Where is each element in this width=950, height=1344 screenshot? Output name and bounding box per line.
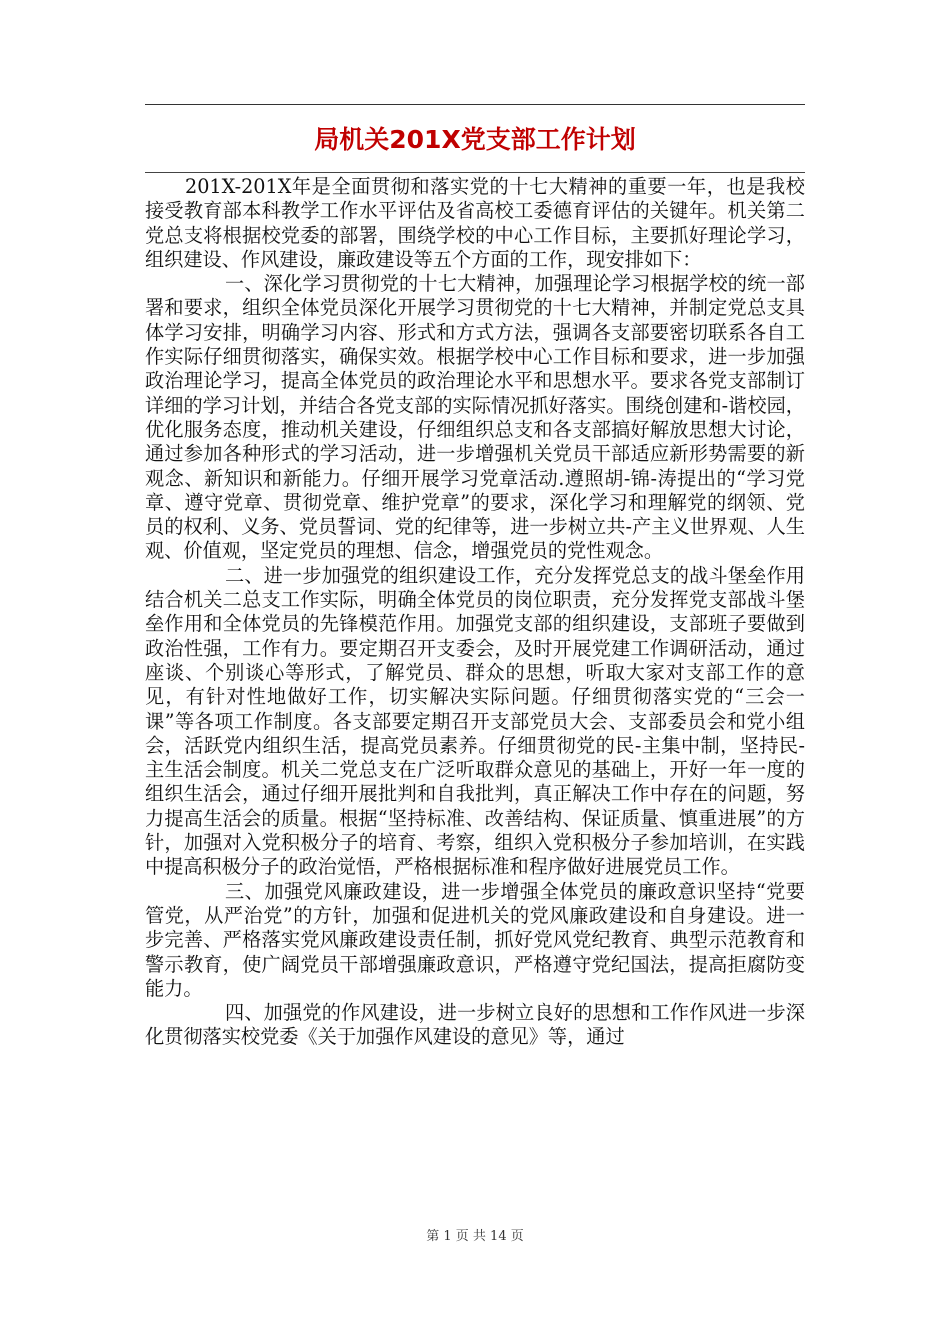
paragraph-section-3: 三、加强党风廉政建设，进一步增强全体党员的廉政意识坚持“党要管党，从严治党”的方针，加强和促进机关的党风廉政建设和自身建设。进一步完善、严格落实党风廉政建设责任制，抓好党风党纪教育、典型示范教育和警示教育，使广阔党员干部增强廉政意识，严格遵守党纪国法，提高拒腐防变能力。 [145, 879, 805, 1000]
header-rule [145, 104, 805, 105]
page-number-footer: 第 1 页 共 14 页 [426, 1229, 524, 1244]
paragraph-section-2: 二、进一步加强党的组织建设工作，充分发挥党总支的战斗堡垒作用结合机关二总支工作实际，明确全体党员的岗位职责，充分发挥党支部战斗堡垒作用和全体党员的先锋模范作用。加强党支部的组织建设，支部班子要做到政治性强，工作有力。要定期召开支委会，及时开展党建工作调研活动，通过座谈、个别谈心等形式，了解党员、群众的思想，听取大家对支部工作的意见，有针对性地做好工作，切实解决实际问题。仔细贯彻落实党的“三会一课”等各项工作制度。各支部要定期召开支部党员大会、支部委员会和党小组会，活跃党内组织生活，提高党员素养。仔细贯彻党的民-主集中制，坚持民-主生活会制度。机关二党总支在广泛听取群众意见的基础上，开好一年一度的组织生活会，通过仔细开展批判和自我批判，真正解决工作中存在的问题，努力提高生活会的质量。根据“坚持标准、改善结构、保证质量、慎重进展”的方针，加强对入党积极分子的培育、考察，组织入党积极分子参加培训，在实践中提高积极分子的政治觉悟，严格根据标准和程序做好进展党员工作。 [145, 563, 805, 879]
document-title: 局机关201X党支部工作计划 [314, 125, 636, 154]
document-body [145, 175, 805, 1050]
paragraph-section-4: 四、加强党的作风建设，进一步树立良好的思想和工作作风进一步深化贯彻落实校党委《关于加强作风建设的意见》等，通过 [145, 1001, 805, 1049]
paragraph-section-1: 一、深化学习贯彻党的十七大精神，加强理论学习根据学校的统一部署和要求，组织全体党员深化开展学习贯彻党的十七大精神，并制定党总支具体学习安排，明确学习内容、形式和方式方法，强调各支部要密切联系各自工作实际仔细贯彻落实，确保实效。根据学校中心工作目标和要求，进一步加强政治理论学习，提高全体党员的政治理论水平和思想水平。要求各党支部制订详细的学习计划，并结合各党支部的实际情况抓好落实。围绕创建和-谐校园，优化服务态度，推动机关建设，仔细组织总支和各支部搞好解放思想大讨论，通过参加各种形式的学习活动，进一步增强机关党员干部适应新形势需要的新观念、新知识和新能力。仔细开展学习党章活动.遵照胡-锦-涛提出的“学习党章、遵守党章、贯彻党章、维护党章”的要求，深化学习和理解党的纲领、党员的权利、义务、党员誓词、党的纪律等，进一步树立共-产主义世界观、人生观、价值观，坚定党员的理想、信念，增强党员的党性观念。 [145, 272, 805, 563]
title-underline [145, 172, 805, 173]
paragraph-intro: 201X-201X年是全面贯彻和落实党的十七大精神的重要一年，也是我校接受教育部本科教学工作水平评估及省高校工委德育评估的关键年。机关第二党总支将根据校党委的部署，围绕学校的中心工作目标，主要抓好理论学习，组织建设、作风建设，廉政建设等五个方面的工作，现安排如下： [145, 175, 805, 271]
